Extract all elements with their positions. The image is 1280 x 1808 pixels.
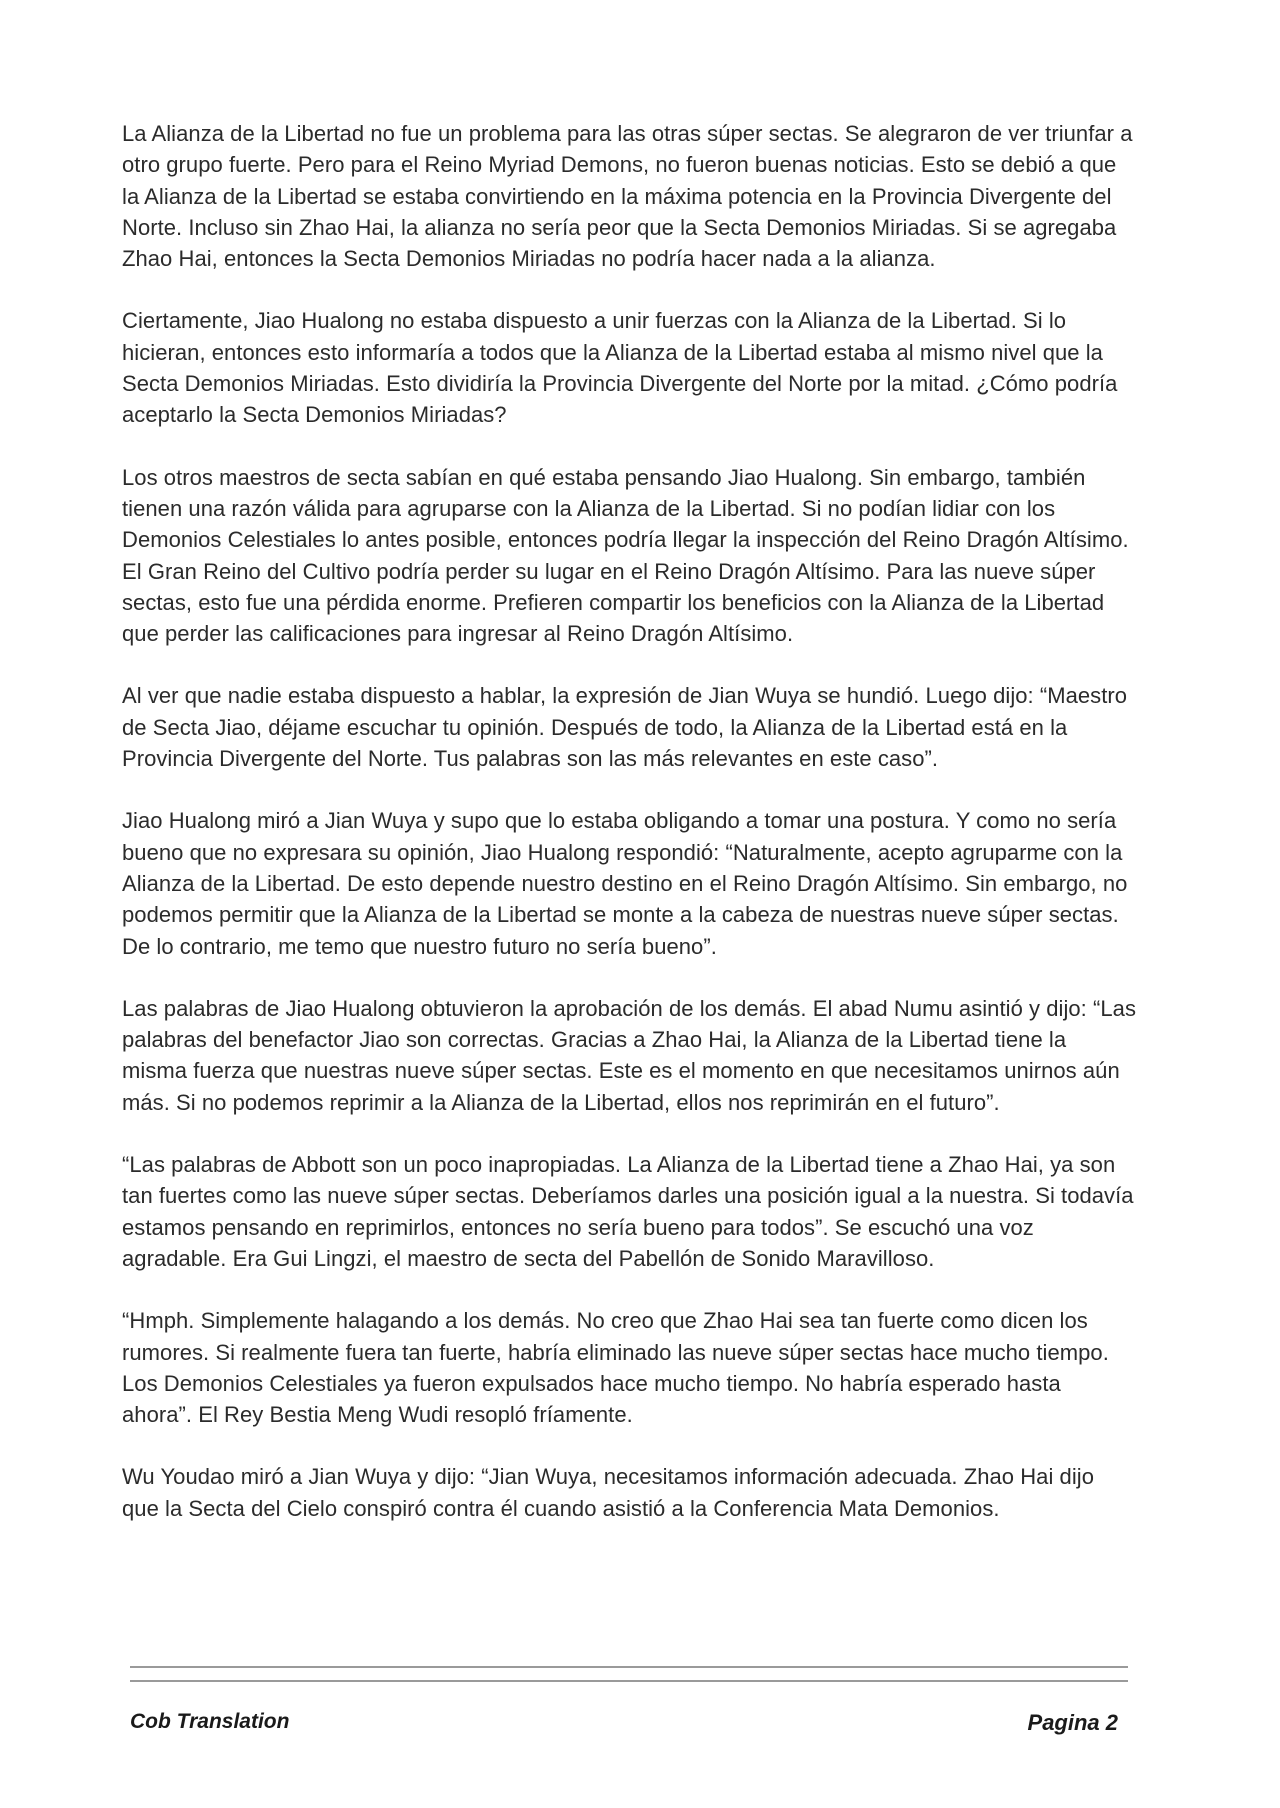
body-text (122, 118, 1136, 1555)
paragraph: Las palabras de Jiao Hualong obtuvieron la aprobación de los demás. El abad Numu asintió y dijo: “Las palabras del benefactor Jiao son correctas. Gracias a Zhao Hai, la Alianza de la Libertad tiene la misma fuerza que nuestras nueve súper sectas. Este es el momento en que necesitamos unirnos aún más. Si no podemos reprimir a la Alianza de la Libertad, ellos nos reprimirán en el futuro”. (122, 995, 1136, 1115)
paragraph: Wu Youdao miró a Jian Wuya y dijo: “Jian Wuya, necesitamos información adecuada. Zhao Hai dijo que la Secta del Cielo conspiró contra él cuando asistió a la Conferencia Mata Demonios. (122, 1464, 1095, 1521)
paragraph: Los otros maestros de secta sabían en qué estaba pensando Jiao Hualong. Sin embargo, también tienen una razón válida para agruparse con la Alianza de la Libertad. Si no podían lidiar con los Demonios Celestiales lo antes posible, entonces podría llegar la inspección del Reino Dragón Altísimo. El Gran Reino del Cultivo podría perder su lugar en el Reino Dragón Altísimo. Para las nueve súper sectas, esto fue una pérdida enorme. Prefieren compartir los beneficios con la Alianza de la Libertad que perder las calificaciones para ingresar al Reino Dragón Altísimo. (122, 464, 1129, 647)
paragraph: “Las palabras de Abbott son un poco inapropiadas. La Alianza de la Libertad tiene a Zhao Hai, ya son tan fuertes como las nueve súper sectas. Deberíamos darles una posición igual a la nuestra. Si todavía estamos pensando en reprimirlos, entonces no sería bueno para todos”. Se escuchó una voz agradable. Era Gui Lingzi, el maestro de secta del Pabellón de Sonido Maravilloso. (122, 1152, 1134, 1271)
paragraph: La Alianza de la Libertad no fue un problema para las otras súper sectas. Se alegraron de ver triunfar a otro grupo fuerte. Pero para el Reino Myriad Demons, no fueron buenas noticias. Esto se debió a que la Alianza de la Libertad se estaba convirtiendo en la máxima potencia en la Provincia Divergente del Norte. Incluso sin Zhao Hai, la alianza no sería peor que la Secta Demonios Miriadas. Si se agregaba Zhao Hai, entonces la Secta Demonios Miriadas no podría hacer nada a la alianza. (122, 121, 1133, 272)
paragraph: Ciertamente, Jiao Hualong no estaba dispuesto a unir fuerzas con la Alianza de la Libertad. Si lo hicieran, entonces esto informaría a todos que la Alianza de la Libertad estaba al mismo nivel que la Secta Demonios Miriadas. Esto dividiría la Provincia Divergente del Norte por la mitad. ¿Cómo podría aceptarlo la Secta Demonios Miriadas? (122, 308, 1118, 428)
paragraph: “Hmph. Simplemente halagando a los demás. No creo que Zhao Hai sea tan fuerte como dicen los rumores. Si realmente fuera tan fuerte, habría eliminado las nueve súper sectas hace mucho tiempo. Los Demonios Celestiales ya fueron expulsados hace mucho tiempo. No habría esperado hasta ahora”. El Rey Bestia Meng Wudi resopló fríamente. (122, 1308, 1109, 1428)
footer-translator-credit: Cob Translation (130, 1710, 290, 1733)
footer-divider-bottom (130, 1680, 1128, 1682)
paragraph: Jiao Hualong miró a Jian Wuya y supo que lo estaba obligando a tomar una postura. Y como no sería bueno que no expresara su opinión, Jiao Hualong respondió: “Naturalmente, acepto agruparme con la Alianza de la Libertad. De esto depende nuestro destino en el Reino Dragón Altísimo. Sin embargo, no podemos permitir que la Alianza de la Libertad se monte a la cabeza de nuestras nueve súper sectas. De lo contrario, me temo que nuestro futuro no sería bueno”. (122, 808, 1128, 959)
footer-page-number: Pagina 2 (1027, 1710, 1118, 1735)
paragraph: Al ver que nadie estaba dispuesto a hablar, la expresión de Jian Wuya se hundió. Luego dijo: “Maestro de Secta Jiao, déjame escuchar tu opinión. Después de todo, la Alianza de la Libertad está en la Provincia Divergente del Norte. Tus palabras son las más relevantes en este caso”. (122, 683, 1128, 772)
footer-divider-top (130, 1666, 1128, 1668)
